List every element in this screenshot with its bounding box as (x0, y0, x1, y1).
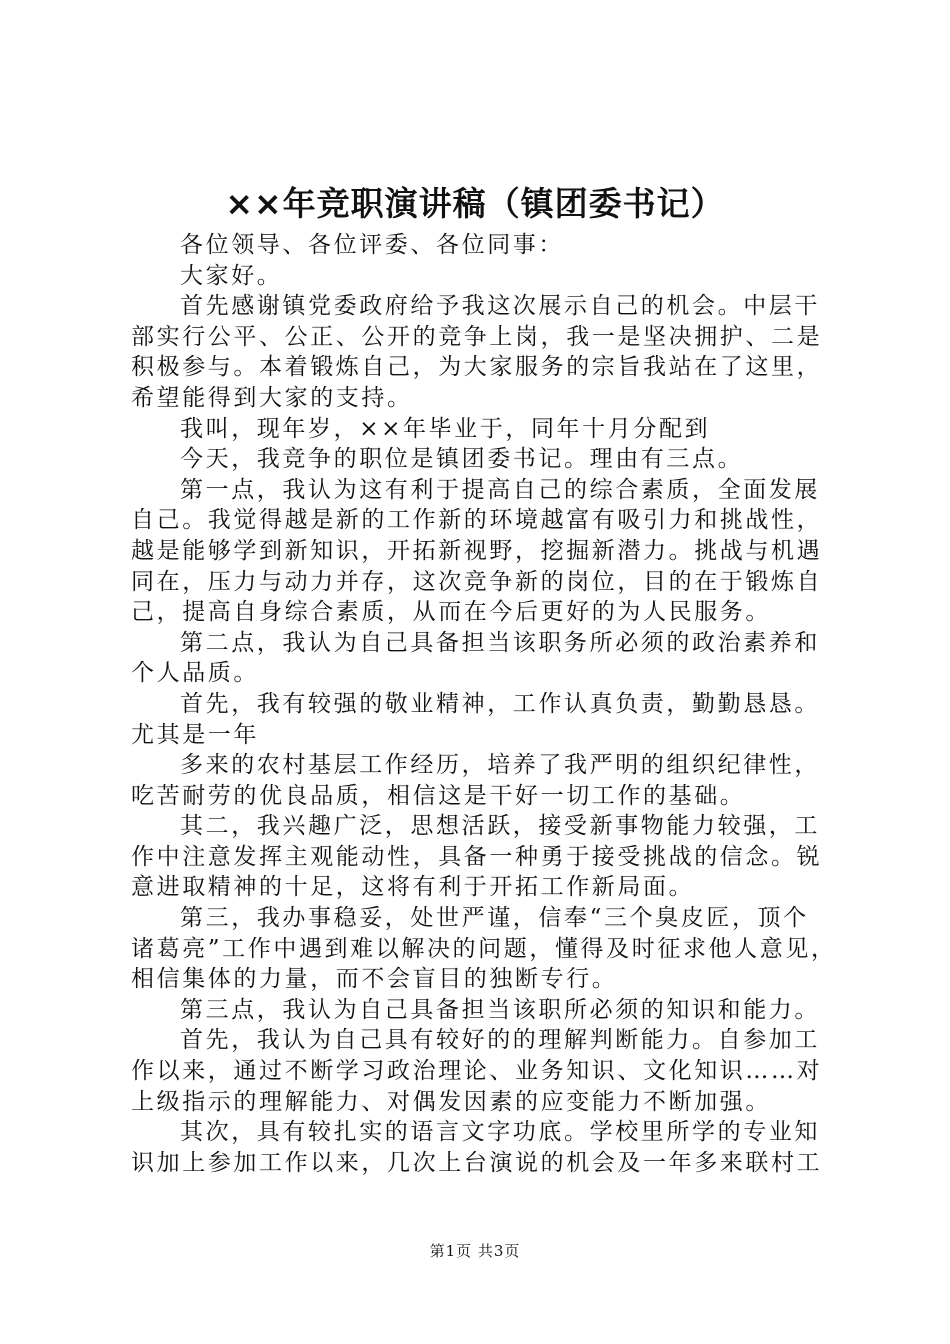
text-line: 希望能得到大家的支持。 (131, 384, 413, 411)
text-line: 第三，我办事稳妥，处世严谨，信奉“三个臭皮匠，顶个 (180, 905, 809, 932)
text-line: 部实行公平、公正、公开的竞争上岗，我一是坚决拥护、二是 (131, 323, 823, 350)
text-line: 越是能够学到新知识，开拓新视野，挖掘新潜力。挑战与机遇 (131, 537, 823, 564)
text-line: 作中注意发挥主观能动性，具备一种勇于接受挑战的信念。锐 (131, 843, 823, 870)
text-line: 我叫，现年岁，××年毕业于，同年十月分配到 (180, 415, 711, 442)
text-line: 大家好。 (180, 262, 283, 289)
page-footer: 第1页 共3页 (429, 1242, 521, 1260)
text-line: 作以来，通过不断学习政治理论、业务知识、文化知识……对 (131, 1058, 823, 1085)
text-line: 第一点，我认为这有利于提高自己的综合素质，全面发展 (180, 476, 820, 503)
text-line: 第二点，我认为自己具备担当该职务所必须的政治素养和 (180, 629, 820, 656)
text-line: 首先感谢镇党委政府给予我这次展示自己的机会。中层干 (180, 293, 820, 320)
document-title: ××年竞职演讲稿（镇团委书记） (225, 184, 725, 223)
text-line: 意进取精神的十足，这将有利于开拓工作新局面。 (131, 874, 695, 901)
text-line: 其二，我兴趣广泛，思想活跃，接受新事物能力较强，工 (180, 813, 820, 840)
text-line: 第三点，我认为自己具备担当该职所必须的知识和能力。 (180, 996, 820, 1023)
text-line: 首先，我认为自己具有较好的的理解判断能力。自参加工 (180, 1027, 820, 1054)
document-body (131, 230, 837, 1178)
text-line: 吃苦耐劳的优良品质，相信这是干好一切工作的基础。 (131, 782, 746, 809)
text-line: 各位领导、各位评委、各位同事： (180, 232, 564, 258)
text-line: 自己。我觉得越是新的工作新的环境越富有吸引力和挑战性， (131, 507, 823, 534)
text-line: 尤其是一年 (131, 721, 259, 748)
text-line: 诸葛亮”工作中遇到难以解决的问题，懂得及时征求他人意见， (131, 935, 837, 962)
text-line: 识加上参加工作以来，几次上台演说的机会及一年多来联村工 (131, 1149, 823, 1176)
text-line: 己，提高自身综合素质，从而在今后更好的为人民服务。 (131, 599, 771, 626)
text-line: 相信集体的力量，而不会盲目的独断专行。 (131, 966, 618, 993)
text-line: 积极参与。本着锻炼自己，为大家服务的宗旨我站在了这里， (131, 354, 823, 381)
text-line: 同在，压力与动力并存，这次竞争新的岗位，目的在于锻炼自 (131, 568, 823, 595)
text-line: 上级指示的理解能力、对偶发因素的应变能力不断加强。 (131, 1088, 771, 1115)
text-line: 今天，我竞争的职位是镇团委书记。理由有三点。 (180, 446, 744, 473)
text-line: 多来的农村基层工作经历，培养了我严明的组织纪律性， (180, 752, 820, 779)
text-line: 个人品质。 (131, 660, 259, 687)
text-line: 其次，具有较扎实的语言文字功底。学校里所学的专业知 (180, 1119, 820, 1146)
text-line: 首先，我有较强的敬业精神，工作认真负责，勤勤恳恳。 (180, 690, 820, 717)
